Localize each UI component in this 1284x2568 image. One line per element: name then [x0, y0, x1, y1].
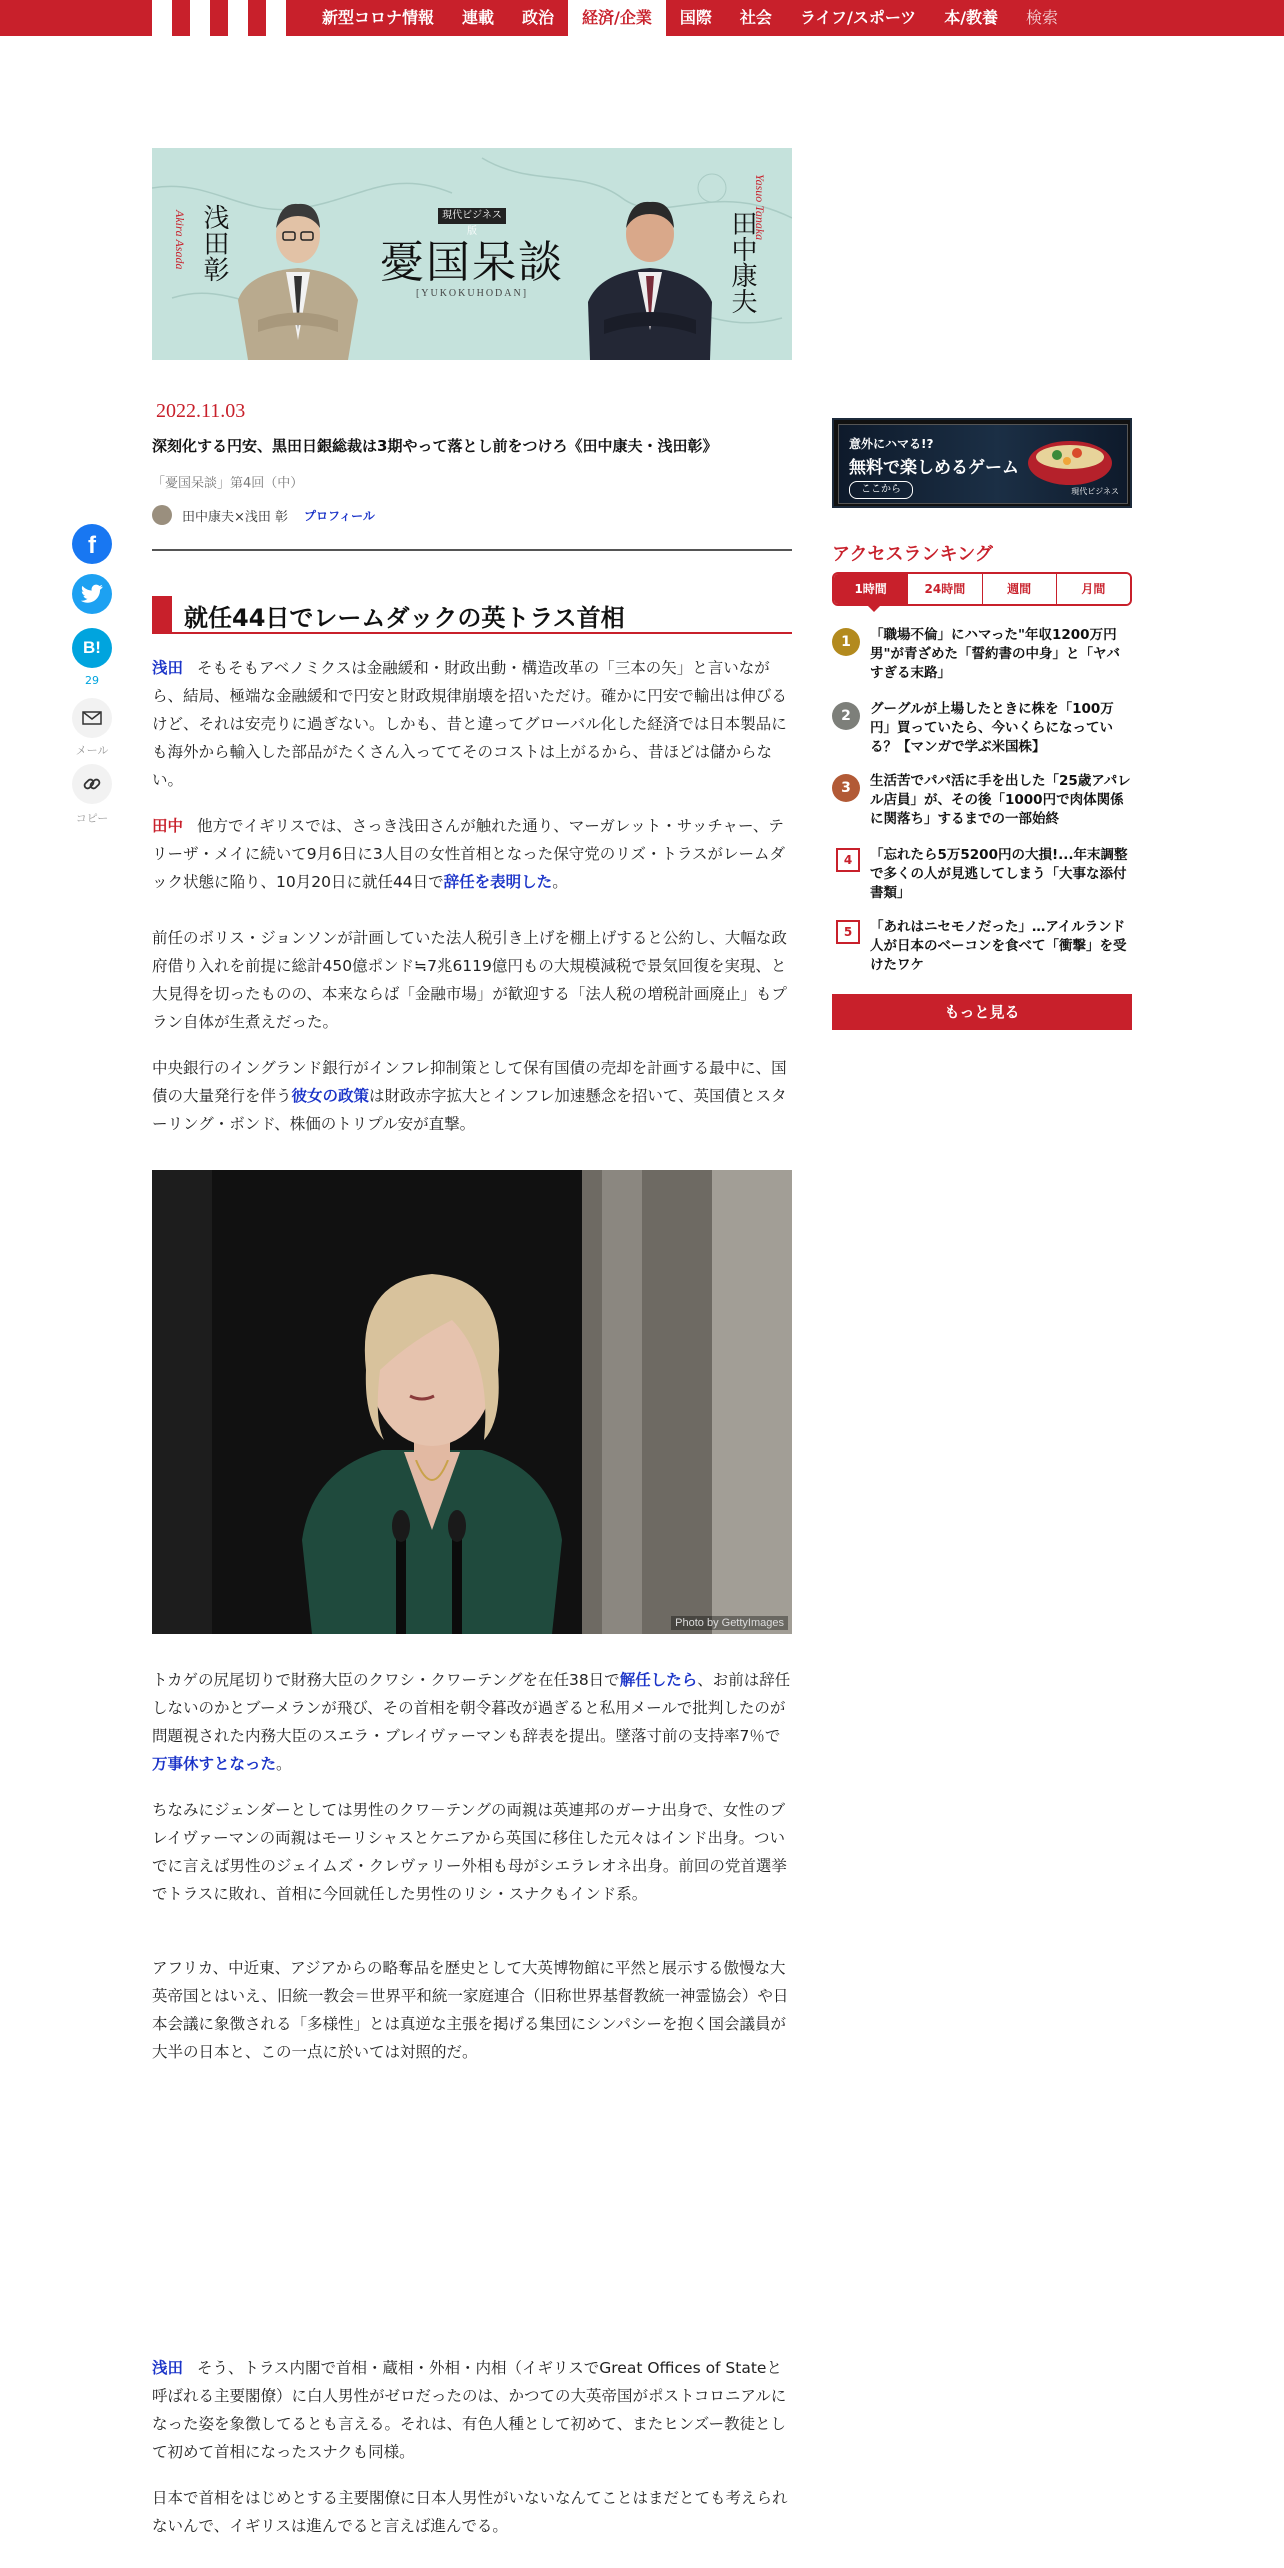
inline-link-game-over[interactable]: 万事休すとなった	[152, 1755, 277, 1773]
facebook-share-button[interactable]	[72, 524, 112, 564]
paragraph-text: 。	[276, 1755, 292, 1773]
asada-portrait	[228, 180, 368, 360]
ranking-item-title: 「忘れたら5万5200円の大損!...年末調整で多くの人が見逃してしまう「大事な添付書類」	[870, 847, 1128, 901]
ranking-item[interactable]	[832, 918, 1132, 975]
paragraph-text: 他方でイギリスでは、さっき浅田さんが触れた通り、マーガレット・サッチャー、テリーザ・メイに続いて9月6日に3人目の女性首相となった保守党のリズ・トラスがレームダック状態に陥り、10月20日に就任44日で	[152, 817, 786, 891]
paragraph-5	[152, 1666, 792, 1778]
ranking-item[interactable]	[832, 700, 1132, 757]
svg-text:f: f	[88, 532, 96, 559]
banner-left-roman: Akira Asada	[173, 210, 187, 270]
paragraph-6: ちなみにジェンダーとしては男性のクワ－テングの両親は英連邦のガーナ出身で、女性のブレイヴァーマンの両親はモーリシャスとケニアから英国に移住した元々はインド出身。ついでに言えば男性のジェイムズ・クレヴァリー外相も母がシエラレオネ出身。前回の党首選挙でトラスに敗れ、首相に今回就任した男性のリシ・スナクもインド系。	[152, 1801, 787, 1903]
nav-item-economy[interactable]: 経済/企業	[568, 0, 666, 36]
inline-link-resignation[interactable]: 辞任を表明した	[443, 873, 553, 891]
paragraph-text: トカゲの尻尾切りで財務大臣のクワシ・クワーテングを在任38日で	[152, 1671, 620, 1689]
author-line	[152, 504, 375, 526]
paragraph-9: 日本で首相をはじめとする主要閣僚に日本人男性がいないなんてことはまだとても考えられないんで、イギリスは進んでると言えば進んでる。	[152, 2489, 788, 2535]
paragraph-4	[152, 1054, 792, 1138]
speaker-tanaka: 田中	[152, 817, 184, 835]
mail-icon	[82, 711, 102, 725]
nav-search[interactable]: 検索	[1026, 8, 1059, 27]
mail-share-button[interactable]	[72, 698, 112, 738]
nav-item-society[interactable]: 社会	[739, 8, 772, 27]
ad-brand: 現代ビジネス	[1071, 487, 1119, 496]
article-headline: 深刻化する円安、黒田日銀総裁は3期やって落とし前をつけろ《田中康夫・浅田彰》	[152, 437, 718, 455]
ad-headline: 無料で楽しめるゲーム	[849, 458, 1019, 478]
paragraph-2	[152, 812, 792, 896]
paragraph-7: アフリカ、中近東、アジアからの略奪品を歴史として大英博物館に平然と展示する傲慢な大英帝国とはいえ、旧統一教会＝世界平和統一家庭連合（旧称世界基督教統一神霊協会）や日本会議に象徴される「多様性」とは真逆な主張を掲げる集団にシンパシーを抱く国会議員が大半の日本と、この一点に於いては対照的だ。	[152, 1959, 789, 2061]
profile-link[interactable]: プロフィール	[304, 508, 375, 523]
active-tab-pointer	[866, 604, 882, 612]
speaker-asada: 浅田	[152, 2359, 184, 2377]
paragraph-text: そう、トラス内閣で首相・蔵相・外相・内相（イギリスでGreat Offices of Stateと呼ばれる主要閣僚）に白人男性がゼロだったのは、かつての大英帝国がポストコロニアルになった姿を象徴してるとも言える。それは、有色人種として初めて、またヒンズー教徒として初めて首相になったスナクも同様。	[152, 2359, 787, 2461]
ad-tagline: 意外にハマる!?	[849, 437, 934, 451]
photo-credit: Photo by GettyImages	[671, 1616, 788, 1630]
paragraph-text: は財政赤字拡大とインフレ加速懸念を招いて、英国債とスターリング・ボンド、株価のトリプル安が直撃。	[152, 1087, 787, 1133]
banner-right-roman: Yasuo Tanaka	[753, 174, 767, 241]
paragraph-text: 、お前は辞任しないのかとブーメランが飛び、その首相を朝令暮改が過ぎると私用メールで批判したのが問題視された内務大臣のスエラ・ブレイヴァーマンも辞表を提出。墜落寸前の支持率7％で	[152, 1671, 791, 1745]
twitter-share-button[interactable]	[72, 574, 112, 614]
nav-menu	[308, 0, 1072, 36]
rank-badge-silver: 2	[832, 702, 860, 730]
ranking-item[interactable]	[832, 846, 1132, 903]
more-ranking-button[interactable]: もっと見る	[832, 994, 1132, 1030]
tab-weekly[interactable]: 週間	[982, 574, 1056, 604]
nav-item-politics[interactable]: 政治	[522, 8, 555, 27]
ad-frame	[838, 424, 1128, 504]
section-heading	[152, 596, 792, 634]
ranking-title: アクセスランキング	[832, 544, 993, 565]
nav-item-series[interactable]: 連載	[462, 8, 495, 27]
nav-item-international[interactable]: 国際	[679, 8, 712, 27]
ranking-tabs	[832, 572, 1132, 606]
rank-badge: 4	[836, 848, 860, 872]
hatena-icon: B!	[83, 638, 101, 657]
section-marker	[152, 596, 172, 632]
inline-link-her-policy[interactable]: 彼女の政策	[291, 1087, 370, 1105]
copy-caption: コピー	[75, 812, 109, 825]
paragraph-1	[152, 654, 792, 794]
banner-left-name: 浅田彰	[199, 204, 229, 282]
series-label: 「憂国呆談」第4回（中）	[152, 476, 304, 491]
ranking-item-title: グーグルが上場したときに株を「100万円」買っていたら、今いくらになっている？【マンガで学ぶ米国株】	[870, 701, 1114, 755]
paragraph-3: 前任のボリス・ジョンソンが計画していた法人税引き上げを棚上げすると公約し、大幅な政府借り入れを前提に総計450億ポンド≒7兆6119億円もの大規模減税で景気回復を実現、と大見得を切ったものの、本来ならば「金融市場」が歓迎する「法人税の増税計画廃止」もプラン自体が生煮えだった。	[152, 929, 787, 1031]
top-navigation-bar	[0, 0, 1284, 36]
ranking-item-title: 生活苦でパパ活に手を出した「25歳アパレル店員」が、その後「1000円で肉体関係に関落ち」するまでの一部始終	[870, 773, 1131, 827]
rank-badge: 5	[836, 920, 860, 944]
facebook-icon	[72, 524, 112, 564]
banner-badge: 現代ビジネス版	[438, 208, 506, 224]
liz-truss-photo	[152, 1170, 792, 1634]
tab-monthly[interactable]: 月間	[1056, 574, 1130, 604]
nav-item-life-sports[interactable]: ライフ/スポーツ	[799, 8, 917, 27]
ad-game-icon	[1015, 433, 1125, 493]
header-divider	[152, 549, 792, 551]
rank-badge-gold: 1	[832, 628, 860, 656]
paragraph-text: 中央銀行のイングランド銀行がインフレ抑制策として保有国債の売却を計画する最中に、国債の大量発行を伴う	[152, 1059, 787, 1105]
rank-badge-bronze: 3	[832, 774, 860, 802]
ranking-item-title: 「あれはニセモノだった」…アイルランド人が日本のベーコンを食べて「衝撃」を受けたワケ	[870, 919, 1127, 973]
twitter-icon	[80, 584, 104, 604]
banner-subtitle: [YUKOKUHODAN]	[415, 288, 529, 299]
nav-item-books[interactable]: 本/教養	[944, 8, 999, 27]
mail-caption: メール	[75, 744, 109, 757]
site-logo[interactable]	[152, 0, 290, 36]
ranking-item[interactable]	[832, 626, 1132, 683]
tab-1-hour[interactable]: 1時間	[834, 574, 907, 604]
tab-24-hours[interactable]: 24時間	[907, 574, 981, 604]
article-photo	[152, 1170, 792, 1634]
banner-right-name: 田中康夫	[727, 210, 757, 314]
series-banner	[152, 148, 792, 360]
paragraph-8	[152, 2354, 792, 2466]
author-avatar	[152, 505, 172, 525]
section-title: 就任44日でレームダックの英トラス首相	[184, 604, 625, 632]
copy-link-button[interactable]	[72, 764, 112, 804]
link-icon	[82, 774, 102, 794]
paragraph-text: そもそもアベノミクスは金融緩和・財政出動・構造改革の「三本の矢」と言いながら、結局、極端な金融緩和で円安と財政規律崩壊を招いただけ。確かに円安で輸出は伸びるけど、それは安売りに過ぎない。しかも、昔と違ってグローバル化した経済では日本製品にも海外から輸入した部品がたくさん入っててそのコストは上がるから、昔ほどは儲からない。	[152, 659, 787, 789]
article-date: 2022.11.03	[156, 400, 246, 422]
inline-link-dismissed[interactable]: 解任したら	[619, 1671, 698, 1689]
ranking-item-title: 「職場不倫」にハマった"年収1200万円男"が青ざめた「誓約書の中身」と「ヤバすぎる末路」	[870, 627, 1121, 681]
ranking-item[interactable]	[832, 772, 1132, 829]
tanaka-portrait	[580, 180, 720, 360]
paragraph-text: 。	[552, 873, 568, 891]
author-names: 田中康夫×浅田 彰	[182, 509, 289, 525]
nav-item-corona[interactable]: 新型コロナ情報	[322, 8, 435, 27]
ad-cta-button[interactable]: ここから	[849, 481, 913, 499]
speaker-asada: 浅田	[152, 659, 184, 677]
hatena-bookmark-button[interactable]	[72, 628, 112, 668]
hatena-count: 29	[85, 674, 99, 687]
banner-title: 憂国呆談	[380, 237, 564, 288]
game-ad-banner[interactable]	[832, 418, 1132, 508]
